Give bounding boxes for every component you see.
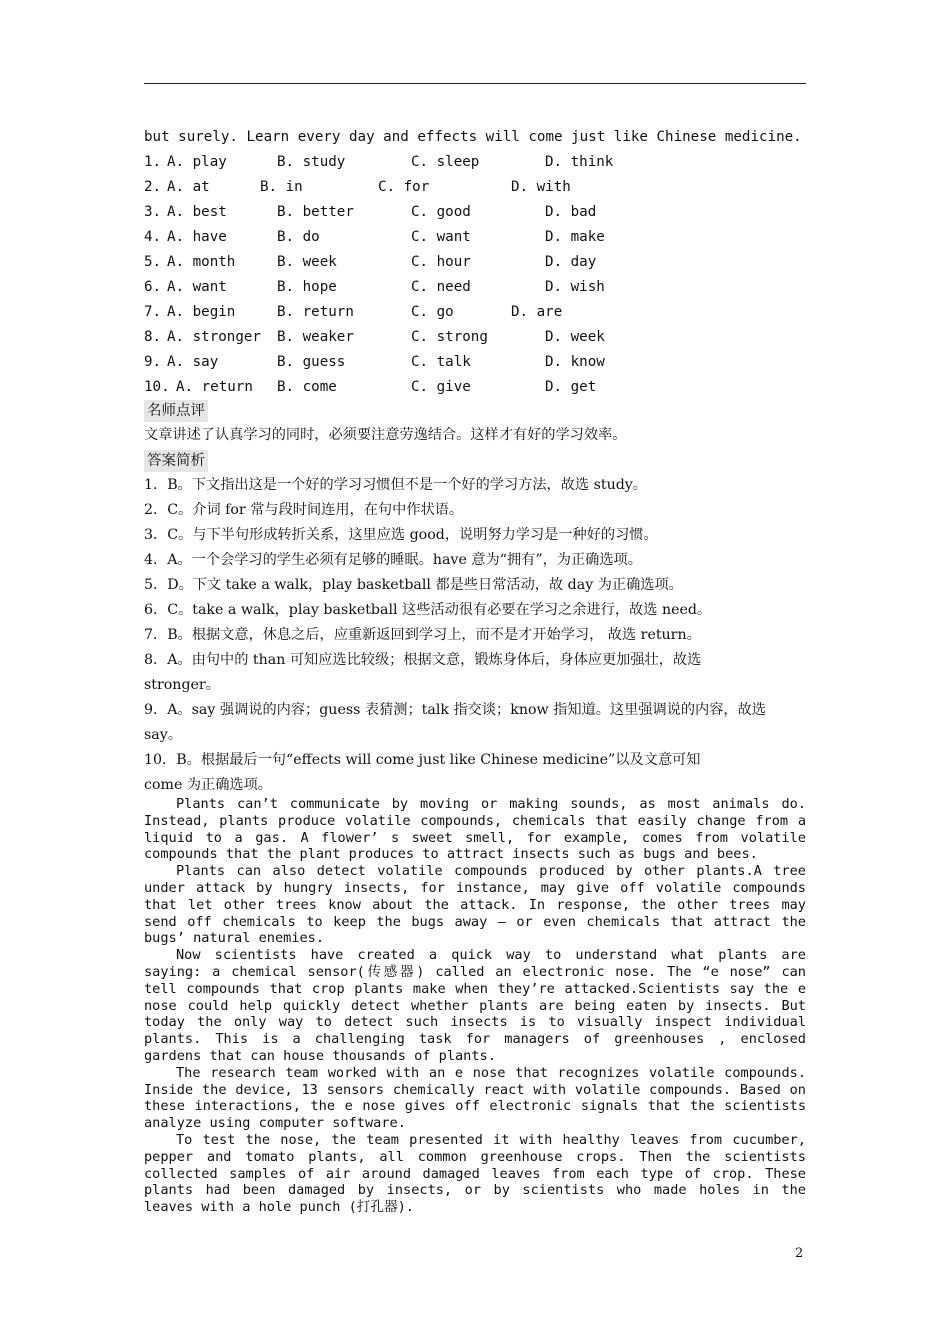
question-number: 7. xyxy=(144,304,162,320)
question-row xyxy=(144,250,806,275)
question-row xyxy=(144,325,806,350)
review-text: 文章讲述了认真学习的同时，必须要注意劳逸结合。这样才有好的学习效率。 xyxy=(144,427,627,443)
answer-item-9-line1: 9．A。say 强调说的内容；guess 表猜测；talk 指交谈；know 指知道。这里强调说的内容，故选 xyxy=(144,702,766,718)
option-b: B. return xyxy=(277,304,354,320)
option-d: D. bad xyxy=(545,204,597,220)
reading-passage xyxy=(144,796,806,1216)
option-b: B. weaker xyxy=(277,329,354,345)
answer-item: 1．B。下文指出这是一个好的学习习惯但不是一个好的学习方法，故选 study。 xyxy=(144,477,647,493)
option-b: B. come xyxy=(277,379,337,395)
question-row xyxy=(144,300,806,325)
question-number: 3. xyxy=(144,204,162,220)
question-row xyxy=(144,275,806,300)
answer-item: 6．C。take a walk，play basketball 这些活动很有必要在学习之余进行，故选 need。 xyxy=(144,602,712,618)
review-heading: 名师点评 xyxy=(144,400,208,422)
passage-paragraph: To test the nose, the team presented it with healthy leaves from cucumber, pepper and tomato plants, all common greenhouse crops. Then the scientists collected samples of air around damaged leaves from each type of crop. These plants had been damaged by insects, or by scientists who made holes in the leaves with a hole punch (打孔器). xyxy=(144,1131,806,1216)
option-d: D. are xyxy=(511,304,563,320)
passage-paragraph: Plants can also detect volatile compounds produced by other plants.A tree under attack by hungry insects, for instance, may give off volatile compounds that let other trees know about the attack. In response, the other trees may send off chemicals to keep the bugs away — or even chemicals that attract the bugs’ natural enemies. xyxy=(144,863,806,947)
answer-item: 3．C。与下半句形成转折关系，这里应选 good，说明努力学习是一种好的习惯。 xyxy=(144,527,658,543)
passage-paragraph: Plants can’t communicate by moving or making sounds, as most animals do. Instead, plants produce volatile compounds, chemicals that easily change from a liquid to a gas. A flower’ s sweet smell, for example, comes from volatile compounds that the plant produces to attract insects such as bugs and bees. xyxy=(144,796,806,863)
answer-item-9-line2: say。 xyxy=(144,727,182,743)
question-number: 9. xyxy=(144,354,162,370)
page-number: 2 xyxy=(795,1246,804,1261)
option-c: C. talk xyxy=(411,354,471,370)
option-a: A. at xyxy=(167,179,210,195)
question-row xyxy=(144,350,806,375)
option-c: C. good xyxy=(411,204,471,220)
question-row xyxy=(144,175,806,200)
option-d: D. wish xyxy=(545,279,605,295)
option-b: B. guess xyxy=(277,354,346,370)
option-d: D. know xyxy=(545,354,605,370)
option-a: A. begin xyxy=(167,304,236,320)
answer-item: 5．D。下文 take a walk，play basketball 都是些日常活动，故 day 为正确选项。 xyxy=(144,577,683,593)
answer-item-8-line1: 8．A。由句中的 than 可知应选比较级；根据文意，锻炼身体后，身体应更加强壮，故选 xyxy=(144,652,702,668)
option-a: A. want xyxy=(167,279,227,295)
question-number: 2. xyxy=(144,179,162,195)
option-a: A. have xyxy=(167,229,227,245)
option-b: B. better xyxy=(277,204,354,220)
option-c: C. need xyxy=(411,279,471,295)
option-c: C. give xyxy=(411,379,471,395)
passage-paragraph: The research team worked with an e nose that recognizes volatile compounds. Inside the device, 13 sensors chemically react with volatile compounds. Based on these interactions, the e nose gives off electronic signals that the scientists analyze using computer software. xyxy=(144,1064,806,1132)
option-d: D. make xyxy=(545,229,605,245)
passage-paragraph: Now scientists have created a quick way to understand what plants are saying: a chemical sensor(传感器) called an electronic nose. The “e nose” can tell compounds that crop plants make when they’re attacked.Scientists say the e nose could help quickly detect whether plants are being eaten by insects. But today the only way to detect such insects is to visually inspect individual plants. This is a challenging task for managers of greenhouses , enclosed gardens that can house thousands of plants. xyxy=(144,947,806,1064)
answer-heading: 答案简析 xyxy=(144,450,208,472)
question-row xyxy=(144,150,806,175)
option-d: D. get xyxy=(545,379,597,395)
question-number: 8. xyxy=(144,329,162,345)
option-a: A. return xyxy=(176,379,253,395)
answer-item: 7．B。根据文意，休息之后，应重新返回到学习上，而不是才开始学习， 故选 return。 xyxy=(144,627,701,643)
option-b: B. do xyxy=(277,229,320,245)
answer-item: 4．A。一个会学习的学生必须有足够的睡眠。have 意为“拥有”，为正确选项。 xyxy=(144,552,642,568)
answer-item-10-line2: come 为正确选项。 xyxy=(144,777,272,793)
option-c: C. for xyxy=(378,179,430,195)
option-c: C. strong xyxy=(411,329,488,345)
question-number: 4. xyxy=(144,229,162,245)
question-number: 6. xyxy=(144,279,162,295)
option-b: B. week xyxy=(277,254,337,270)
option-c: C. hour xyxy=(411,254,471,270)
option-a: A. best xyxy=(167,204,227,220)
option-c: C. sleep xyxy=(411,154,480,170)
question-number: 1. xyxy=(144,154,162,170)
option-a: A. say xyxy=(167,354,219,370)
option-b: B. in xyxy=(260,179,303,195)
answer-item-8-line2: stronger。 xyxy=(144,677,220,693)
option-b: B. study xyxy=(277,154,346,170)
option-c: C. go xyxy=(411,304,454,320)
question-row xyxy=(144,375,806,400)
question-number: 10. xyxy=(144,379,170,395)
option-b: B. hope xyxy=(277,279,337,295)
option-a: A. month xyxy=(167,254,236,270)
option-d: D. with xyxy=(511,179,571,195)
question-row xyxy=(144,200,806,225)
question-number: 5. xyxy=(144,254,162,270)
option-d: D. week xyxy=(545,329,605,345)
option-a: A. play xyxy=(167,154,227,170)
intro-line: but surely. Learn every day and effects will come just like Chinese medicine. xyxy=(144,129,802,145)
answer-item-10-line1: 10．B。根据最后一句“effects will come just like Chinese medicine”以及文意可知 xyxy=(144,752,701,768)
option-d: D. day xyxy=(545,254,597,270)
option-a: A. stronger xyxy=(167,329,261,345)
option-c: C. want xyxy=(411,229,471,245)
option-d: D. think xyxy=(545,154,614,170)
header-rule xyxy=(144,83,806,84)
answer-item: 2．C。介词 for 常与段时间连用，在句中作状语。 xyxy=(144,502,464,518)
question-row xyxy=(144,225,806,250)
